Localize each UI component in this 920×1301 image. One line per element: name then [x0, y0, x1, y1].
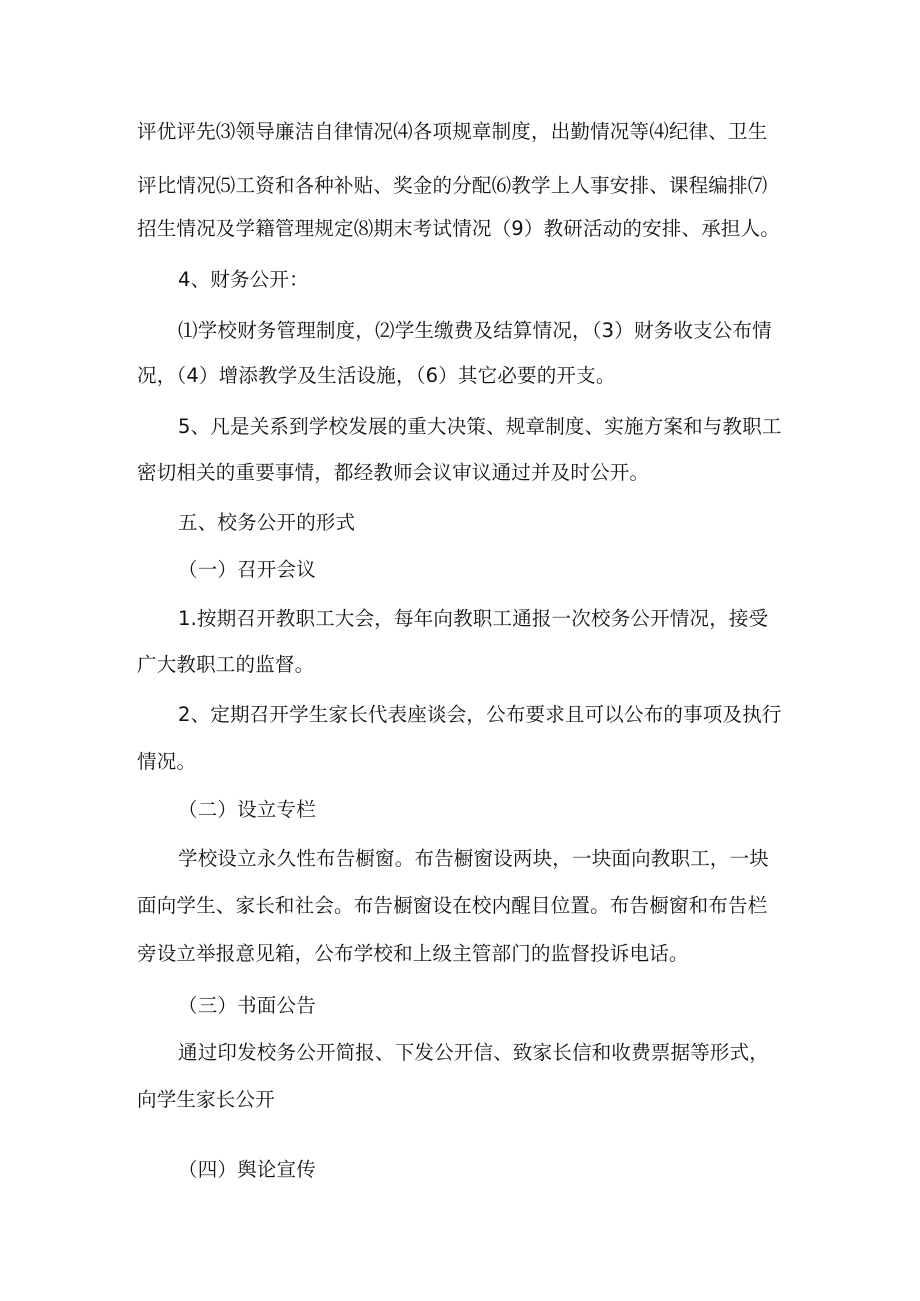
text-line: 4、财务公开： — [178, 268, 309, 291]
text-line: 面向学生、家长和社会。布告橱窗设在校内醒目位置。布告橱窗和布告栏 — [137, 894, 768, 917]
text-line: 旁设立举报意见箱，公布学校和上级主管部门的监督投诉电话。 — [137, 942, 689, 965]
text-line: 学校设立永久性布告橱窗。布告橱窗设两块，一块面向教职工，一块 — [178, 847, 770, 870]
text-line: 密切相关的重要事情，都经教师会议审议通过并及时公开。 — [137, 461, 650, 484]
subsection-heading: （三）书面公告 — [178, 994, 316, 1017]
text-line: 况，（4）增添教学及生活设施，（6）其它必要的开支。 — [137, 364, 616, 387]
text-line: ⑴学校财务管理制度，⑵学生缴费及结算情况，（3）财务收支公布情 — [178, 319, 772, 342]
text-line: 评比情况⑸工资和各种补贴、奖金的分配⑹教学上人事安排、课程编排⑺ — [137, 174, 768, 197]
subsection-heading: （一）召开会议 — [178, 558, 316, 581]
text-line: 向学生家长公开 — [137, 1088, 275, 1111]
subsection-heading: （四）舆论宣传 — [178, 1158, 316, 1181]
text-line: 1.按期召开教职工大会，每年向教职工通报一次校务公开情况，接受 — [178, 607, 769, 630]
section-heading: 五、校务公开的形式 — [178, 511, 356, 534]
text-line: 评优评先⑶领导廉洁自律情况⑷各项规章制度，出勤情况等⑷纪律、卫生 — [137, 120, 768, 143]
subsection-heading: （二）设立专栏 — [178, 798, 316, 821]
text-line: 招生情况及学籍管理规定⑻期末考试情况（9）教研活动的安排、承担人。 — [137, 217, 781, 240]
text-line: 2、定期召开学生家长代表座谈会，公布要求且可以公布的事项及执行 — [178, 703, 782, 726]
text-line: 通过印发校务公开简报、下发公开信、致家长信和收费票据等形式， — [178, 1041, 770, 1064]
text-line: 5、凡是关系到学校发展的重大决策、规章制度、实施方案和与教职工 — [178, 415, 782, 438]
text-line: 广大教职工的监督。 — [137, 653, 315, 676]
text-line: 情况。 — [137, 750, 197, 773]
